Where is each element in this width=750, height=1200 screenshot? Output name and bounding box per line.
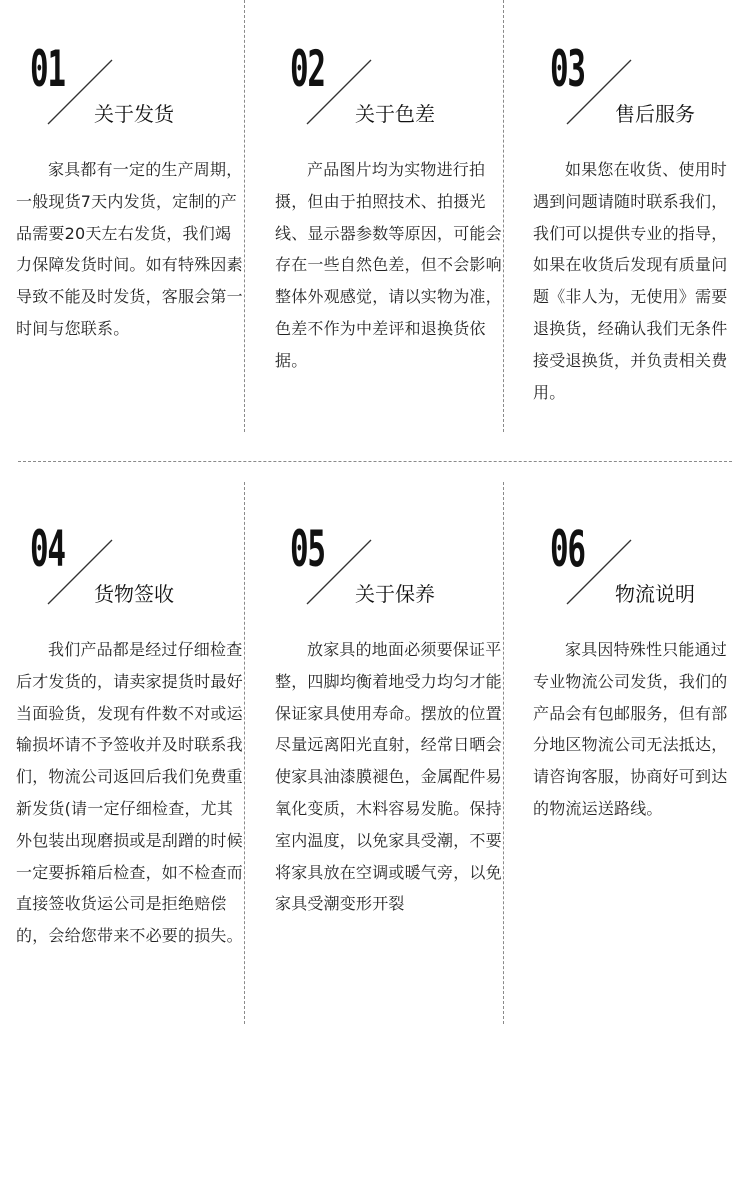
section-body: 产品图片均为实物进行拍摄，但由于拍照技术、拍摄光线、显示器参数等原因，可能会存在一些自然色差，但不会影响整体外观感觉，请以实物为准，色差不作为中差评和退换货依据。 [275, 160, 502, 370]
section-title: 关于发货 [94, 102, 174, 126]
section-title: 关于保养 [355, 582, 435, 606]
section-title: 售后服务 [615, 102, 695, 126]
section-body: 我们产品都是经过仔细检查后才发货的，请卖家提货时最好当面验货，发现有件数不对或运输损坏请不予签收并及时联系我们，物流公司返回后我们免费重新发货(请一定仔细检查，尤其外包装出现磨损或是刮蹭的时候一定要拆箱后检查，如不检查而直接签收货运公司是拒绝赔偿的，会给您带来不必要的损失。 [16, 640, 243, 946]
section-number: 05 [290, 520, 325, 578]
divider-horizontal [18, 461, 732, 462]
section-number: 02 [290, 40, 325, 98]
section-number: 03 [550, 40, 585, 98]
section-number: 06 [550, 520, 585, 578]
section-title: 货物签收 [94, 582, 174, 606]
section-body: 放家具的地面必须要保证平整，四脚均衡着地受力均匀才能保证家具使用寿命。摆放的位置尽量远离阳光直射，经常日晒会使家具油漆膜褪色，金属配件易氧化变质，木料容易发脆。保持室内温度，以免家具受潮，不要将家具放在空调或暖气旁，以免家具受潮变形开裂 [275, 640, 502, 914]
section-number: 04 [30, 520, 65, 578]
section-title: 物流说明 [615, 582, 695, 606]
section-body: 如果您在收货、使用时遇到问题请随时联系我们，我们可以提供专业的指导，如果在收货后发现有质量问题《非人为，无使用》需要退换货，经确认我们无条件接受退换货，并负责相关费用。 [533, 160, 728, 402]
section-number: 01 [30, 40, 65, 98]
section-title: 关于色差 [355, 102, 435, 126]
section-body: 家具都有一定的生产周期，一般现货7天内发货，定制的产品需要20天左右发货，我们竭力保障发货时间。如有特殊因素导致不能及时发货，客服会第一时间与您联系。 [16, 160, 243, 338]
section-body: 家具因特殊性只能通过专业物流公司发货，我们的产品会有包邮服务，但有部分地区物流公司无法抵达，请咨询客服，协商好可到达的物流运送路线。 [533, 640, 728, 818]
